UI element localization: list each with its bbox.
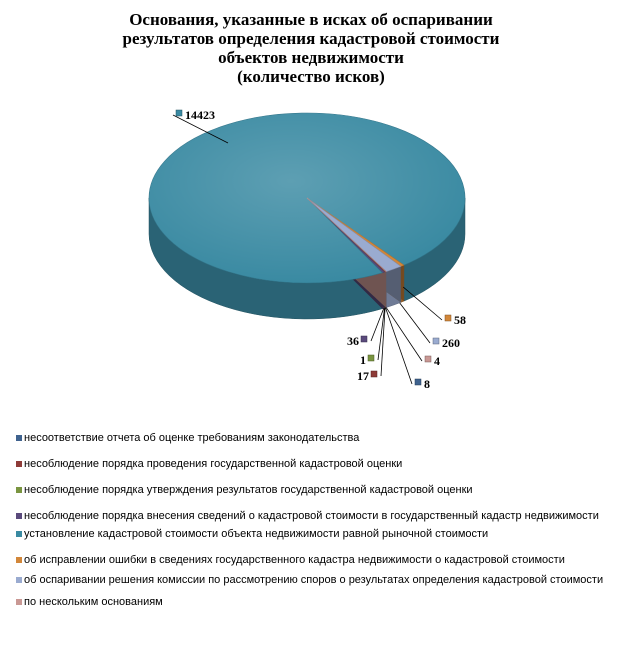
legend-label-3: несоблюдение порядка внесения сведений о кадастровой стоимости в государственный кадастр недвижимости	[24, 510, 599, 522]
data-label-swatch-1	[371, 371, 377, 377]
data-label-swatch-2	[368, 355, 374, 361]
data-label-leader-7	[386, 308, 422, 361]
chart-title-line-1: Основания, указанные в исках об оспаривании	[129, 10, 493, 29]
legend-label-0: несоответствие отчета об оценке требованиям законодательства	[24, 432, 360, 444]
pie-slice-highlight	[149, 113, 465, 283]
legend-swatch-1	[16, 461, 22, 467]
data-label-7: 4	[434, 354, 440, 368]
data-label-swatch-7	[425, 356, 431, 362]
data-label-3: 36	[347, 334, 359, 348]
legend-label-7: по нескольким основаниям	[24, 596, 163, 608]
chart-title-line-2: результатов определения кадастровой стоимости	[122, 29, 500, 48]
legend-swatch-7	[16, 599, 22, 605]
legend-item-2	[16, 484, 616, 496]
chart-legend	[16, 432, 616, 608]
legend-item-0	[16, 432, 616, 444]
chart-title-line-3: объектов недвижимости	[218, 48, 404, 67]
data-label-1: 17	[357, 369, 369, 383]
legend-item-4	[16, 528, 616, 540]
legend-item-6	[16, 574, 616, 586]
data-label-leader-3	[371, 308, 384, 341]
legend-swatch-0	[16, 435, 22, 441]
data-label-swatch-6	[433, 338, 439, 344]
legend-item-1	[16, 458, 616, 470]
legend-swatch-2	[16, 487, 22, 493]
legend-label-2: несоблюдение порядка утверждения результатов государственной кадастровой оценки	[24, 484, 473, 496]
legend-label-6: об оспаривании решения комиссии по рассмотрению споров о результатах определения кадастровой стоимости	[24, 574, 604, 586]
legend-item-5	[16, 554, 616, 566]
data-label-2: 1	[360, 353, 366, 367]
data-label-0: 8	[424, 377, 430, 391]
data-label-swatch-5	[445, 315, 451, 321]
legend-item-3	[16, 510, 616, 522]
legend-swatch-6	[16, 577, 22, 583]
legend-label-1: несоблюдение порядка проведения государственной кадастровой оценки	[24, 458, 403, 470]
legend-swatch-4	[16, 531, 22, 537]
legend-swatch-5	[16, 557, 22, 563]
chart-title-line-4: (количество исков)	[237, 67, 385, 86]
data-label-swatch-0	[415, 379, 421, 385]
data-label-leader-6	[400, 303, 430, 343]
data-label-swatch-3	[361, 336, 367, 342]
data-label-swatch-4	[176, 110, 182, 116]
legend-label-5: об исправлении ошибки в сведениях государственного кадастра недвижимости о кадастровой стоимости	[24, 554, 565, 566]
data-label-5: 58	[454, 313, 466, 327]
data-label-4: 14423	[185, 108, 215, 122]
legend-swatch-3	[16, 513, 22, 519]
legend-label-4: установление кадастровой стоимости объекта недвижимости равной рыночной стоимости	[24, 528, 489, 540]
data-label-6: 260	[442, 336, 460, 350]
legend-item-7	[16, 596, 616, 608]
data-label-leader-0	[386, 308, 412, 384]
